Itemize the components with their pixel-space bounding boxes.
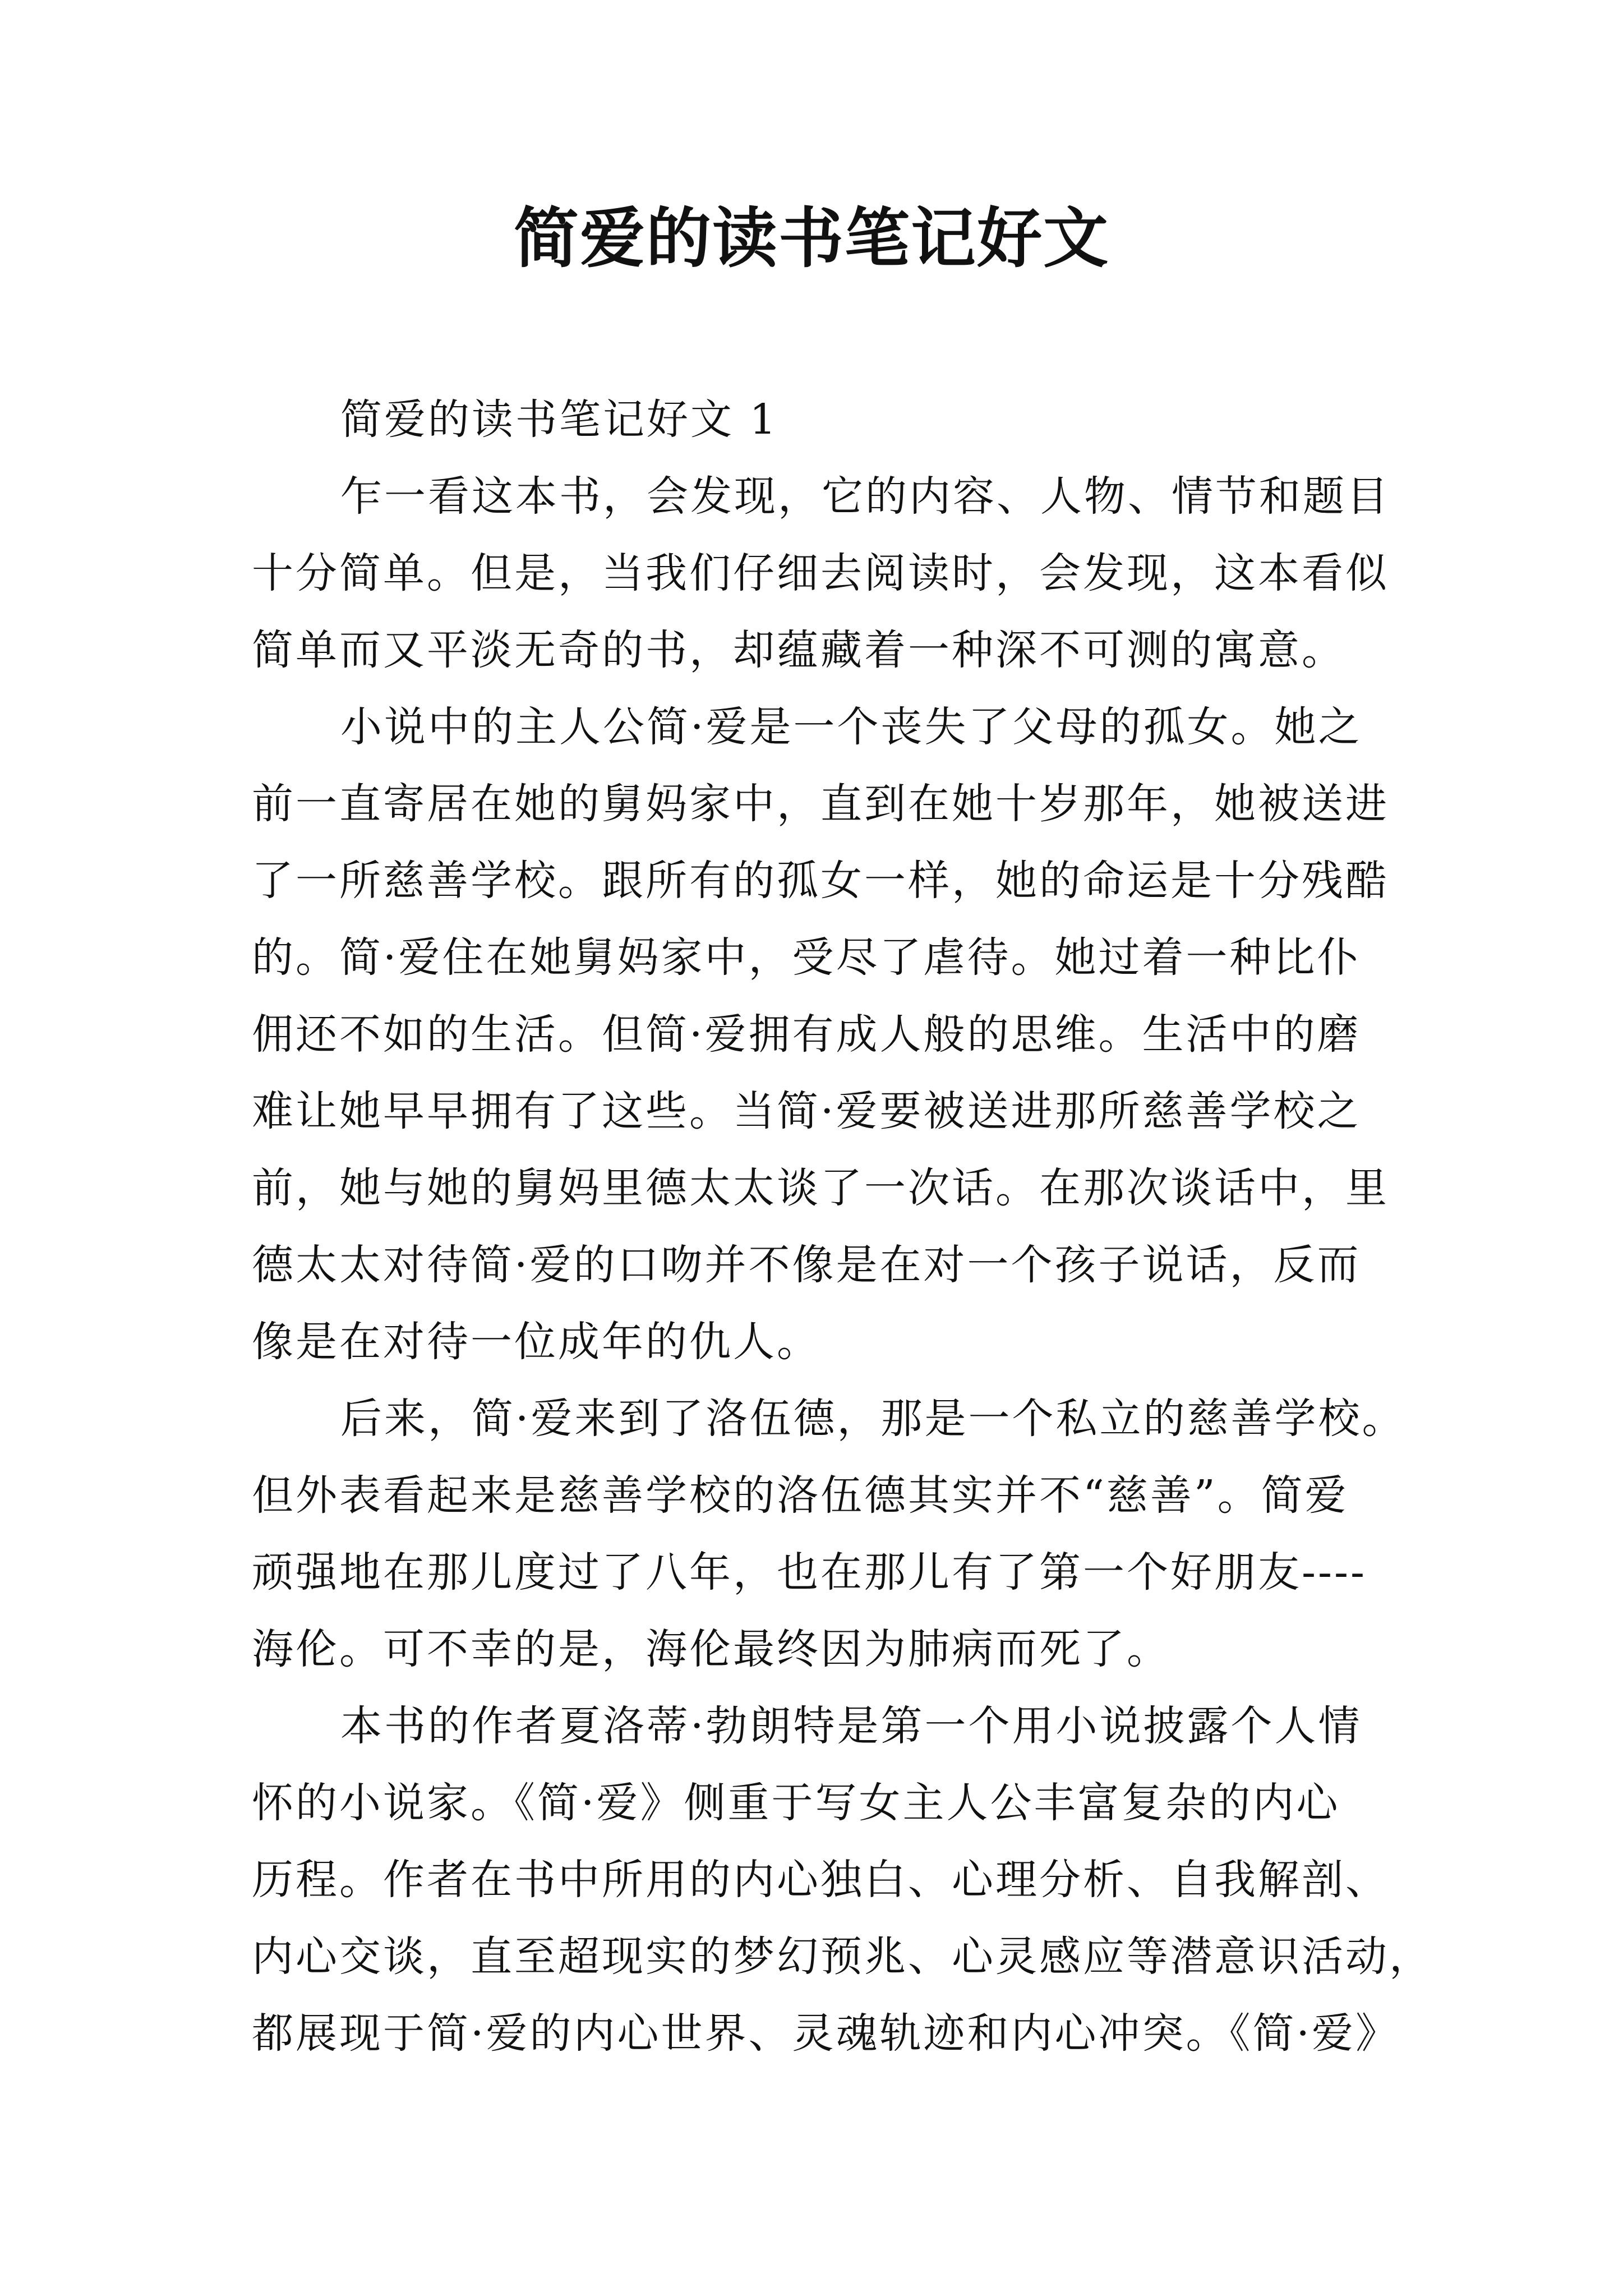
text-line: 乍一看这本书，会发现，它的内容、人物、情节和题目 xyxy=(340,472,1390,521)
text-line: 怀的小说家。《简·爱》侧重于写女主人公丰富复杂的内心 xyxy=(252,1779,1340,1827)
text-line: 像是在对待一位成年的仇人。 xyxy=(252,1318,820,1366)
section-heading: 简爱的读书笔记好文 1 xyxy=(340,395,778,444)
text-line: 但外表看起来是慈善学校的洛伍德其实并不“慈善”。简爱 xyxy=(252,1471,1349,1520)
text-line: 历程。作者在书中所用的内心独白、心理分析、自我解剖、 xyxy=(252,1856,1389,1904)
text-line: 佣还不如的生活。但简·爱拥有成人般的思维。生活中的磨 xyxy=(252,1010,1361,1059)
text-line: 都展现于简·爱的内心世界、灵魂轨迹和内心冲突。《简·爱》 xyxy=(252,2009,1400,2058)
text-line: 本书的作者夏洛蒂·勃朗特是第一个用小说披露个人情 xyxy=(340,1702,1362,1750)
text-line: 小说中的主人公简·爱是一个丧失了父母的孤女。她之 xyxy=(340,703,1362,751)
text-line: 顽强地在那儿度过了八年，也在那儿有了第一个好朋友---- xyxy=(252,1548,1367,1596)
text-line: 简单而又平淡无奇的书，却蕴藏着一种深不可测的寓意。 xyxy=(252,626,1345,674)
text-line: 前一直寄居在她的舅妈家中，直到在她十岁那年，她被送进 xyxy=(252,780,1389,828)
text-line: 德太太对待简·爱的口吻并不像是在对一个孩子说话，反而 xyxy=(252,1241,1361,1289)
text-line: 海伦。可不幸的是，海伦最终因为肺病而死了。 xyxy=(252,1625,1170,1673)
text-line: 内心交谈，直至超现实的梦幻预兆、心灵感应等潜意识活动， xyxy=(252,1932,1433,1981)
text-line: 了一所慈善学校。跟所有的孤女一样，她的命运是十分残酷 xyxy=(252,857,1389,905)
text-line: 难让她早早拥有了这些。当简·爱要被送进那所慈善学校之 xyxy=(252,1087,1361,1135)
text-line: 的。简·爱住在她舅妈家中，受尽了虐待。她过着一种比仆 xyxy=(252,933,1361,982)
text-line: 前，她与她的舅妈里德太太谈了一次话。在那次谈话中，里 xyxy=(252,1164,1389,1212)
text-line: 十分简单。但是，当我们仔细去阅读时，会发现，这本看似 xyxy=(252,549,1389,597)
document-body xyxy=(252,381,1433,2072)
text-line: 后来，简·爱来到了洛伍德，那是一个私立的慈善学校。 xyxy=(340,1395,1406,1443)
document-title: 简爱的读书笔记好文 xyxy=(514,200,1109,277)
